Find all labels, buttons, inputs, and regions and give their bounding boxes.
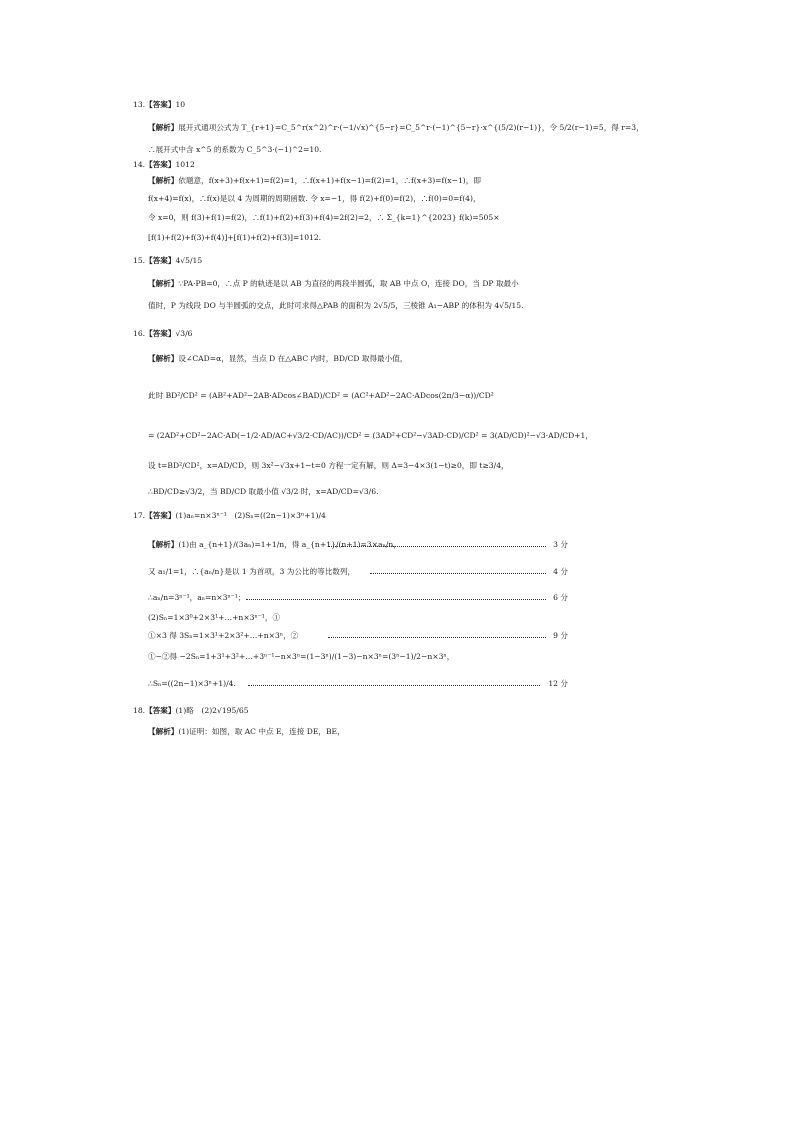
q14-answer-line	[133, 161, 195, 169]
q14-analysis-line-3: 令 x=0，则 f(3)+f(1)=f(2)，∴f(1)+f(2)+f(3)+f(4)=2f(2)=2，∴ Σ_{k=1}^{2023} f(k)=505×	[148, 213, 500, 222]
q13-analysis-line-2: ∴展开式中含 x^5 的系数为 C_5^3·(−1)^2=10.	[148, 145, 322, 154]
q15-number: 15.	[133, 256, 146, 265]
q17-score-7: 12 分	[548, 679, 568, 688]
q17-number: 17.	[133, 511, 146, 520]
q17-step-4: (2)Sₙ=1×3⁰+2×3¹+…+n×3ⁿ⁻¹，①	[148, 613, 281, 622]
q18-answer-tag: 【答案】	[145, 706, 176, 715]
q14-analysis-line-2: f(x+4)=f(x)，∴f(x)是以 4 为周期的周期函数. 令 x=−1，得 f(2)+f(0)=f(2)，∴f(0)=0=f(4)，	[148, 194, 481, 203]
q17-step-1: 【解析】(1)由 a_{n+1}/(3aₙ)=1+1/n，得 a_{n+1}/(n+1)=3×aₙ/n，	[148, 540, 401, 549]
q16-analysis-tag: 【解析】	[148, 354, 179, 363]
q18-analysis-line-1: 【解析】(1)证明：如图，取 AC 中点 E，连接 DE，BE，	[148, 727, 345, 736]
q17-step-7: ∴Sₙ=((2n−1)×3ⁿ+1)/4.	[148, 679, 236, 688]
q15-answer-tag: 【答案】	[145, 256, 176, 265]
q13-answer: 10	[175, 100, 186, 109]
q17-leader-7	[248, 685, 540, 686]
q17-leader-1	[328, 546, 546, 547]
q17-answer-tag: 【答案】	[145, 511, 176, 520]
q17-analysis-tag: 【解析】	[148, 540, 179, 549]
q17-leader-5	[328, 637, 546, 638]
q13-answer-tag: 【答案】	[145, 100, 176, 109]
q18-answer-line	[133, 707, 249, 715]
q18-answer: (1)略 (2)2√195/65	[175, 706, 249, 715]
q16-analysis-line-2: 此时 BD²/CD² = (AB²+AD²−2AB·ADcos∠BAD)/CD² = (AC²+AD²−2AC·ADcos(2π/3−α))/CD²	[148, 391, 494, 400]
q17-score-5: 9 分	[553, 631, 568, 640]
q17-step-5: ①×3 得 3Sₙ=1×3¹+2×3²+…+n×3ⁿ，②	[148, 631, 299, 640]
q16-answer: √3/6	[175, 329, 193, 338]
q17-step-3: ∴aₙ/n=3ⁿ⁻¹，aₙ=n×3ⁿ⁻¹；	[148, 593, 246, 602]
q16-number: 16.	[133, 329, 146, 338]
q17-score-3: 6 分	[553, 593, 568, 602]
q15-answer-line	[133, 257, 202, 265]
q17-answer: (1)aₙ=n×3ⁿ⁻¹ (2)Sₙ=((2n−1)×3ⁿ+1)/4	[175, 511, 326, 520]
q14-analysis-line-1: 【解析】依题意，f(x+3)+f(x+1)=f(2)=1，∴f(x+1)+f(x−1)=f(2)=1，∴f(x+3)=f(x−1)，即	[148, 176, 481, 185]
q14-analysis-line-4: [f(1)+f(2)+f(3)+f(4)]+[f(1)+f(2)+f(3)]=1012.	[148, 233, 322, 242]
q18-analysis-tag: 【解析】	[148, 727, 179, 736]
q17-leader-3	[246, 599, 546, 600]
q16-analysis-line-3: = (2AD²+CD²−2AC·AD(−1/2·AD/AC+√3/2·CD/AC))/CD² = (3AD²+CD²−√3AD·CD)/CD² = 3(AD/CD)²−√3·AD/CD+1，	[148, 431, 593, 440]
q16-answer-tag: 【答案】	[145, 329, 176, 338]
q14-answer-tag: 【答案】	[145, 160, 176, 169]
q17-step-6: ①−②得 −2Sₙ=1+3¹+3²+…+3ⁿ⁻¹−n×3ⁿ=(1−3ⁿ)/(1−3)−n×3ⁿ=(3ⁿ−1)/2−n×3ⁿ，	[148, 652, 455, 661]
q15-analysis-tag: 【解析】	[148, 279, 179, 288]
q17-score-1: 3 分	[553, 540, 568, 549]
q16-analysis-line-5: ∴BD/CD≥√3/2，当 BD/CD 取最小值 √3/2 时，x=AD/CD=√3/6.	[148, 487, 379, 496]
q13-analysis-line-1: 【解析】展开式通项公式为 T_{r+1}=C_5^r(x^2)^r·(−1/√x)^{5−r}=C_5^r·(−1)^{5−r}·x^{(5/2)(r−1)}，令 5/2(r−1)=5，得 r=3，	[148, 123, 644, 132]
q17-step-2: 又 a₁/1=1，∴{aₙ/n}是以 1 为首项，3 为公比的等比数列，	[148, 567, 356, 576]
q16-analysis-line-1: 【解析】设∠CAD=α，显然，当点 D 在△ABC 内时，BD/CD 取得最小值，	[148, 354, 408, 363]
q17-answer-line	[133, 512, 326, 520]
q14-answer: 1012	[175, 160, 195, 169]
q15-answer: 4√5/15	[175, 256, 203, 265]
q18-number: 18.	[133, 706, 146, 715]
q14-number: 14.	[133, 160, 146, 169]
q13-answer-line	[133, 101, 185, 109]
q14-analysis-tag: 【解析】	[148, 176, 179, 185]
q17-score-2: 4 分	[553, 567, 568, 576]
q13-number: 13.	[133, 100, 146, 109]
q17-leader-2	[370, 573, 546, 574]
q13-analysis-tag: 【解析】	[148, 123, 179, 132]
q16-answer-line	[133, 330, 193, 338]
q15-analysis-line-1: 【解析】∵PA·PB=0，∴点 P 的轨迹是以 AB 为直径的两段半圆弧，取 AB 中点 O，连接 DO，当 DP 取最小	[148, 279, 519, 288]
q16-analysis-line-4: 设 t=BD²/CD²，x=AD/CD，则 3x²−√3x+1−t=0 方程一定有解，则 Δ=3−4×3(1−t)≥0，即 t≥3/4，	[148, 461, 509, 470]
q15-analysis-line-2: 值时，P 为线段 DO 与半圆弧的交点，此时可求得△PAB 的面积为 2√5/5，三棱锥 A₁−ABP 的体积为 4√5/15.	[148, 301, 524, 310]
